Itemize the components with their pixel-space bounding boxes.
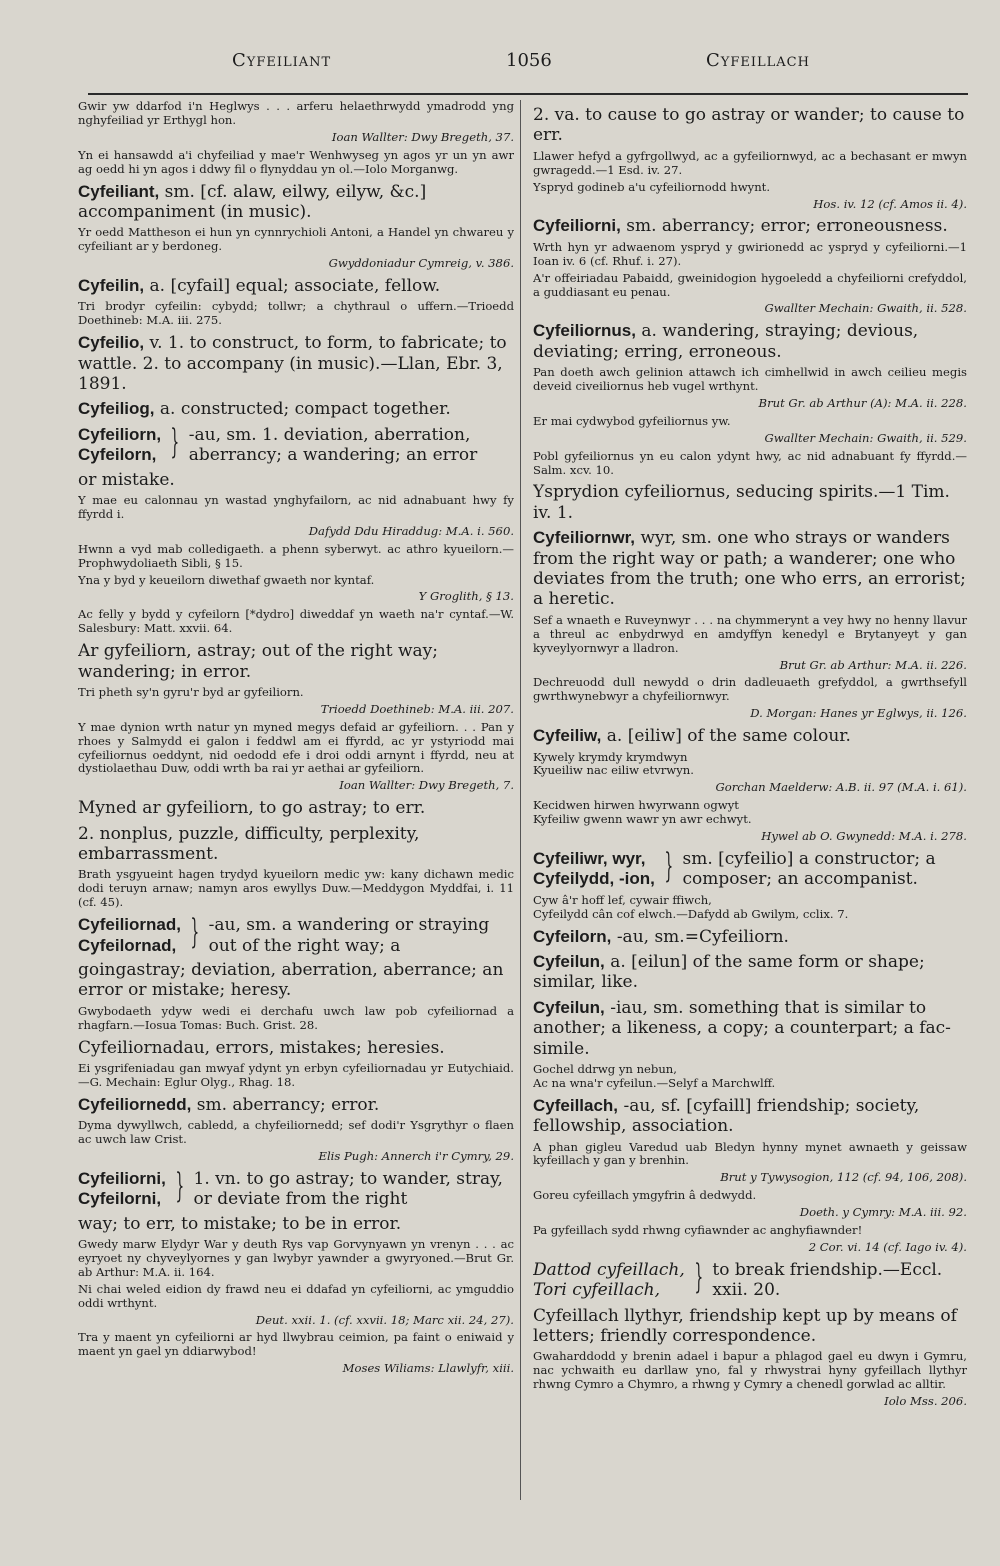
headword: Cyfeiliant, <box>78 181 160 201</box>
headword: Cyfeilornad, <box>78 935 177 955</box>
definition: -au, sf. [cyfaill] friendship; society, fellowship, association. <box>533 1095 920 1137</box>
citation-quote: Tri pheth sy'n gyru'r byd ar gyfeiliorn. <box>78 684 304 699</box>
dictionary-entry <box>533 1306 967 1347</box>
definition-continued: or mistake. <box>78 469 175 490</box>
subentry-definition: 2. nonplus, puzzle, difficulty, perplexity, embarrassment. <box>78 823 420 865</box>
dictionary-entry <box>533 676 967 721</box>
entry-definition <box>533 528 967 610</box>
dictionary-entry <box>533 415 967 446</box>
brace-icon: } <box>170 421 180 462</box>
dictionary-entry <box>533 272 967 317</box>
definition: a. [eilun] of the same form or shape; similar, like. <box>533 951 925 993</box>
headword: Cyfeiliw, <box>533 726 602 746</box>
entry-definition <box>78 333 514 394</box>
dictionary-entry <box>533 1141 967 1186</box>
headword: Cyfeiliornus, <box>533 321 636 341</box>
headword: Cyfeiliorn, <box>78 424 162 444</box>
dictionary-entry <box>533 241 967 269</box>
headword-group <box>78 425 161 466</box>
dictionary-entry <box>78 494 514 539</box>
entry-definition <box>533 726 967 746</box>
citation-source: Brut y Tywysogion, 112 (cf. 94, 106, 208). <box>720 1170 967 1185</box>
citation-quote: Yspryd godineb a'u cyfeiliornodd hwynt. <box>533 179 771 194</box>
dictionary-entry <box>78 543 514 571</box>
brace-icon: } <box>664 845 673 886</box>
citation-quote: Dyma dywyllwch, cabledd, a chyfeiliornedd; sef dodi'r Ysgrythyr o flaen ac uwch law Crist. <box>78 1118 514 1147</box>
entry-definition <box>533 998 967 1059</box>
dictionary-entry <box>533 1256 967 1301</box>
entry-definition <box>533 927 967 947</box>
paired-headwords <box>533 1256 967 1301</box>
citation-source: 2 Cor. vi. 14 (cf. Iago iv. 4). <box>808 1239 967 1254</box>
citation-quote: Gwedy marw Elydyr War y deuth Rys vap Gorvynyawn yn vrenyn . . . ac eyryoet ny chyveylyornes y gan lwybyr yawnder a gwyryoned.—Brut Gr. ab Arthur: M.A. ii. 164. <box>78 1237 514 1279</box>
citation-quote: Yn ei hansawdd a'i chyfeiliad y mae'r Wenhwyseg yn agos yr un yn awr ag oedd hi yn agos i ddwy fil o flynyddau yn ol.—Iolo Morganwg. <box>78 147 514 176</box>
entry-definition <box>78 1095 514 1115</box>
definition: -au, sm. 1. deviation, aberration, aberrancy; a wandering; an error <box>188 424 478 466</box>
definition: wyr, sm. one who strays or wanders from the right way or path; a wanderer; one who deviates from the truth; one who errs, an errorist; a heretic. <box>533 528 966 610</box>
citation-quote: Pa gyfeillach sydd rhwng cyfiawnder ac anghyfiawnder! <box>533 1223 863 1238</box>
citation-quote: Gwybodaeth ydyw wedi ei derchafu uwch law pob cyfeiliornad a rhagfarn.—Iosua Tomas: Buch. Grist. 28. <box>78 1003 514 1032</box>
citation-source: Hos. iv. 12 (cf. Amos ii. 4). <box>813 196 967 211</box>
definition-continued: goingastray; deviation, aberration, aberrance; an error or mistake; heresy. <box>78 959 504 1001</box>
subentry-definition: Cyfeillach llythyr, friendship kept up by means of letters; friendly correspondence. <box>533 1305 957 1347</box>
dictionary-entry <box>78 100 514 145</box>
citation-quote: Ni chai weled eidion dy frawd neu ei ddafad yn cyfeiliorni, ac ymguddio oddi wrthynt. <box>78 1281 514 1310</box>
definition: sm. aberrancy; error. <box>196 1094 380 1115</box>
headword: Cyfeiliorni, <box>533 216 621 236</box>
entry-definition <box>78 399 514 419</box>
dictionary-entry <box>533 845 967 890</box>
headword: Cyfeiliog, <box>78 399 155 419</box>
dictionary-entry <box>78 824 514 865</box>
headword: Cyfeilun, <box>533 951 605 971</box>
dictionary-entry <box>533 894 967 922</box>
citation-quote: Gochel ddrwg yn nebun, Ac na wna'r cyfeilun.—Selyf a Marchwlff. <box>533 1061 776 1090</box>
dictionary-entry <box>78 798 514 818</box>
headword: Cyfeilio, <box>78 333 145 353</box>
definition-continued: way; to err, to mistake; to be in error. <box>78 1213 402 1234</box>
paired-headwords <box>533 845 967 890</box>
dictionary-entry <box>78 1062 514 1090</box>
subentry-definition: Ar gyfeiliorn, astray; out of the right way; wandering; in error. <box>78 641 439 682</box>
brace-icon: } <box>175 1165 185 1206</box>
citation-source: Ioan Wallter: Dwy Bregeth, 37. <box>331 129 514 144</box>
headword: Cyfeillach, <box>533 1095 619 1115</box>
citation-quote: Ac felly y bydd y cyfeilorn [*dydro] diweddaf yn waeth na'r cyntaf.—W. Salesbury: Matt. xxvii. 64. <box>78 607 514 636</box>
citation-quote: Y mae dynion wrth natur yn myned megys defaid ar gyfeiliorn. . . Pan y rhoes y Salmydd ei galon i feddwl am ei ffyrdd, ac yr ystyriodd mai cyfeiliornus oeddynt, nid oedodd efe i droi oddi arnynt i ffyrdd, neu at dystiolaethau Duw, oddi wrth ba rai yr aethai ar gyfeiliorn. <box>78 719 514 776</box>
citation-source: Hywel ab O. Gwynedd: M.A. i. 278. <box>761 829 967 844</box>
headword: Cyfeilin, <box>78 276 145 296</box>
citation-source: Ioan Wallter: Dwy Bregeth, 7. <box>339 778 514 793</box>
dictionary-entry <box>533 1350 967 1409</box>
headword: Cyfeiliwr, wyr, <box>533 848 646 868</box>
citation-quote: Gwaharddodd y brenin adael i bapur a phlagod gael eu dwyn i Gymru, nac ychwaith eu darllaw yno, fal y rhwystrai hyny gyfeillach llythyr rhwng Cymro a Chymro, a rhwng y Cymry a chenedl gorwlad ac alltir. <box>533 1349 967 1392</box>
headword: Tori cyfeillach, <box>533 1280 661 1301</box>
dictionary-entry <box>78 574 514 605</box>
dictionary-entry <box>533 181 967 212</box>
dictionary-entry <box>533 799 967 844</box>
definition: 1. vn. to go astray; to wander, stray, or deviate from the right <box>193 1168 503 1210</box>
citation-quote: Ei ysgrifeniadau gan mwyaf ydynt yn erbyn cyfeiliornadau yr Eutychiaid.—G. Mechain: Eglur Olyg., Rhag. 18. <box>78 1060 514 1089</box>
paired-headwords <box>78 912 514 956</box>
dictionary-entry <box>78 1283 514 1328</box>
citation-quote: Cyw â'r hoff lef, cywair ffiwch, Cyfeilydd cân cof elwch.—Dafydd ab Gwilym, cclix. 7. <box>533 892 849 921</box>
column-divider <box>520 100 521 1500</box>
definition: a. [cyfail] equal; associate, fellow. <box>149 276 441 297</box>
citation-quote: Hwnn a vyd mab colledigaeth. a phenn syberwyt. ac athro kyueilorn.—Prophwydoliaeth Sibli, § 15. <box>78 541 514 570</box>
dictionary-entry <box>78 1119 514 1164</box>
dictionary-entry <box>78 226 514 271</box>
dictionary-entry <box>78 421 514 490</box>
headword-group <box>533 1260 685 1301</box>
paired-headwords <box>78 1165 514 1210</box>
dictionary-entry <box>533 952 967 993</box>
citation-source: Y Groglith, § 13. <box>418 589 514 604</box>
citation-source: Deut. xxii. 1. (cf. xxvii. 18; Marc xii. 24, 27). <box>255 1312 514 1327</box>
citation-source: D. Morgan: Hanes yr Eglwys, ii. 126. <box>750 706 967 721</box>
running-head-left: Cyfeiliant <box>232 50 332 71</box>
definition: a. [eiliw] of the same colour. <box>606 726 851 747</box>
dictionary-entry <box>533 321 967 362</box>
dictionary-entry <box>78 1165 514 1234</box>
headword: Cyfeiliornad, <box>78 915 181 935</box>
dictionary-entry <box>78 721 514 794</box>
citation-quote: Sef a wnaeth e Ruveynwyr . . . na chymmerynt a vey hwy no henny llavur a threul ac enbydrwyd en amdyffyn kenedyl e Brytanyeyt y gan kyveylyornwyr a lladron. <box>533 612 967 655</box>
citation-source: Gwallter Mechain: Gwaith, ii. 528. <box>764 301 967 316</box>
header-rule <box>88 93 968 95</box>
citation-quote: A phan gigleu Varedud uab Bledyn hynny mynet awnaeth y geissaw kyfeillach y gan y brenhin. <box>533 1139 967 1168</box>
headword: Dattod cyfeillach, <box>533 1259 685 1280</box>
subentry-definition: 2. va. to cause to go astray or wander; to cause to err. <box>533 105 965 146</box>
citation-source: Dafydd Ddu Hiraddug: M.A. i. 560. <box>308 523 514 538</box>
dictionary-entry <box>533 366 967 411</box>
citation-source: Trioedd Doethineb: M.A. iii. 207. <box>320 701 514 716</box>
dictionary-entry <box>533 1189 967 1220</box>
dictionary-entry <box>533 614 967 673</box>
dictionary-entry <box>533 482 967 523</box>
definition: -au, sm.=Cyfeiliorn. <box>616 926 789 947</box>
citation-quote: Goreu cyfeillach ymgyfrin â dedwydd. <box>533 1188 757 1203</box>
dictionary-entry <box>78 1005 514 1033</box>
headword: Cyfeilorn, <box>533 926 612 946</box>
definition: v. 1. to construct, to form, to fabricate; to wattle. 2. to accompany (in music).—Llan, Ebr. 3, 1891. <box>78 333 507 395</box>
headword-group <box>78 915 181 956</box>
left-column <box>78 100 514 1380</box>
dictionary-entry <box>78 686 514 717</box>
citation-source: Moses Wiliams: Llawlyfr, xiii. <box>342 1361 514 1376</box>
dictionary-entry <box>78 912 514 1001</box>
dictionary-entry <box>78 868 514 910</box>
subentry-definition: Cyfeiliornadau, errors, mistakes; heresies. <box>78 1037 445 1058</box>
headword: Cyfeiliornedd, <box>78 1094 192 1114</box>
brace-icon: } <box>190 912 200 953</box>
entry-definition <box>533 1096 967 1137</box>
dictionary-entry <box>78 182 514 223</box>
dictionary-entry <box>78 300 514 328</box>
headword: Cyfeilydd, -ion, <box>533 869 655 889</box>
citation-quote: Tra y maent yn cyfeiliorni ar hyd llwybrau ceimion, pa faint o eniwaid y maent yn gael yn ddiarwybod! <box>78 1330 514 1359</box>
running-head-right: Cyfeillach <box>706 50 810 71</box>
dictionary-entry <box>78 333 514 394</box>
entry-definition <box>533 216 967 236</box>
dictionary-entry <box>78 1038 514 1058</box>
citation-quote: A'r offeiriadau Pabaidd, gweinidogion hygoeledd a chyfeiliorni crefyddol, a guddiasant eu penau. <box>533 270 967 299</box>
right-column <box>533 100 967 1413</box>
citation-source: Iolo Mss. 206. <box>884 1394 967 1409</box>
dictionary-entry <box>533 927 967 947</box>
citation-quote: Y mae eu calonnau yn wastad ynghyfailorn, ac nid adnabuant hwy fy ffyrdd i. <box>78 492 514 521</box>
dictionary-entry <box>533 1063 967 1091</box>
headword-group <box>533 849 655 890</box>
dictionary-entry <box>533 998 967 1059</box>
dictionary-entry <box>533 216 967 236</box>
definition: to break friendship.—Eccl. xxii. 20. <box>712 1259 943 1301</box>
definition: sm. [cf. alaw, eilwy, eilyw, &c.] accompaniment (in music). <box>78 181 427 222</box>
citation-source: Doeth. y Cymry: M.A. iii. 92. <box>799 1205 967 1220</box>
citation-quote: Er mai cydwybod gyfeiliornus yw. <box>533 413 731 428</box>
citation-source: Brut Gr. ab Arthur (A): M.A. ii. 228. <box>758 395 967 410</box>
headword: Cyfeilun, <box>533 997 605 1017</box>
dictionary-entry <box>533 150 967 178</box>
headword: Cyfeilorni, <box>78 1189 162 1209</box>
citation-quote: Kecidwen hirwen hwyrwann ogwyt Kyfeiliw gwenn wawr yn awr echwyt. <box>533 798 752 827</box>
citation-quote: Gwir yw ddarfod i'n Heglwys . . . arferu helaethrwydd ymadrodd yng nghyfeiliad yr Erthygl hon. <box>78 100 514 127</box>
citation-quote: Pan doeth awch gelinion attawch ich cimhellwid in awch ceilieu megis deveid civeiliornus heb vugel wrthynt. <box>533 365 967 394</box>
definition: -au, sm. a wandering or straying out of the right way; a <box>208 915 490 956</box>
entry-definition <box>533 321 967 362</box>
citation-quote: Llawer hefyd a gyfrgollwyd, ac a gyfeiliornwyd, ac a bechasant er mwyn gwragedd.—1 Esd. iv. 27. <box>533 148 967 177</box>
dictionary-entry <box>78 276 514 296</box>
definition: sm. [cyfeilio] a constructor; a composer; an accompanist. <box>682 848 936 890</box>
dictionary-entry <box>78 641 514 682</box>
dictionary-entry <box>78 1095 514 1115</box>
citation-quote: Dechreuodd dull newydd o drin dadleuaeth grefyddol, a gwrthsefyll gwrthwynebwyr a chyfeiliornwyr. <box>533 675 967 704</box>
citation-source: Gorchan Maelderw: A.B. ii. 97 (M.A. i. 61). <box>715 780 967 795</box>
citation-quote: Yr oedd Mattheson ei hun yn cynnrychioli Antoni, a Handel yn chwareu y cyfeiliant ar y berdoneg. <box>78 225 514 254</box>
citation-quote: Brath ysgyueint hagen trydyd kyueilorn medic yw: kany dichawn medic dodi teruyn arnaw; namyn aros ewyllys Duw.—Meddygon Myddfai, i. 11 (cf. 45). <box>78 867 514 910</box>
citation-source: Gwyddoniadur Cymreig, v. 386. <box>328 256 514 271</box>
subentry-definition: Ysprydion cyfeiliornus, seducing spirits.—1 Tim. iv. 1. <box>533 482 950 523</box>
dictionary-entry <box>533 1224 967 1255</box>
headword: Cyfeilorn, <box>78 445 157 465</box>
dictionary-entry <box>78 149 514 177</box>
citation-source: Elis Pugh: Annerch i'r Cymry, 29. <box>318 1148 514 1163</box>
dictionary-entry <box>533 751 967 796</box>
paired-headwords <box>78 421 514 466</box>
page-header <box>0 50 1000 80</box>
definition: a. constructed; compact together. <box>159 399 451 420</box>
definition: -iau, sm. something that is similar to another; a likeness, a copy; a counterpart; a fac-simile. <box>533 997 951 1059</box>
entry-definition <box>78 182 514 223</box>
headword: Cyfeiliornwr, <box>533 528 636 548</box>
headword: Cyfeiliorni, <box>78 1168 166 1188</box>
citation-source: Gwallter Mechain: Gwaith, ii. 529. <box>764 430 967 445</box>
citation-quote: Tri brodyr cyfeilin: cybydd; tollwr; a chythraul o uffern.—Trioedd Doethineb: M.A. iii. 275. <box>78 299 514 328</box>
citation-quote: Pobl gyfeiliornus yn eu calon ydynt hwy, ac nid adnabuant fy ffyrdd.—Salm. xcv. 10. <box>533 448 967 477</box>
headword-group <box>78 1169 166 1210</box>
brace-icon: } <box>694 1256 703 1297</box>
citation-quote: Yna y byd y keueilorn diwethaf gwaeth nor kyntaf. <box>78 572 375 587</box>
dictionary-entry <box>533 105 967 146</box>
citation-quote: Wrth hyn yr adwaenom yspryd y gwirionedd ac yspryd y cyfeiliorni.—1 Ioan iv. 6 (cf. Rhuf. i. 27). <box>533 239 967 268</box>
definition: a. wandering, straying; devious, deviating; erring, erroneous. <box>533 321 919 362</box>
citation-source: Brut Gr. ab Arthur: M.A. ii. 226. <box>779 657 967 672</box>
entry-definition <box>78 276 514 296</box>
dictionary-entry <box>78 1238 514 1280</box>
entry-definition <box>533 952 967 993</box>
citation-quote: Kywely krymdy krymdwyn Kyueiliw nac eiliw etvrwyn. <box>533 749 694 778</box>
dictionary-entry <box>533 1096 967 1137</box>
dictionary-entry <box>78 1331 514 1376</box>
page-number: 1056 <box>506 50 552 71</box>
dictionary-entry <box>533 726 967 746</box>
dictionary-entry <box>78 608 514 636</box>
dictionary-entry <box>533 528 967 610</box>
subentry-definition: Myned ar gyfeiliorn, to go astray; to err. <box>78 798 426 819</box>
dictionary-entry <box>533 450 967 478</box>
dictionary-entry <box>78 399 514 419</box>
definition: sm. aberrancy; error; erroneousness. <box>626 216 948 237</box>
